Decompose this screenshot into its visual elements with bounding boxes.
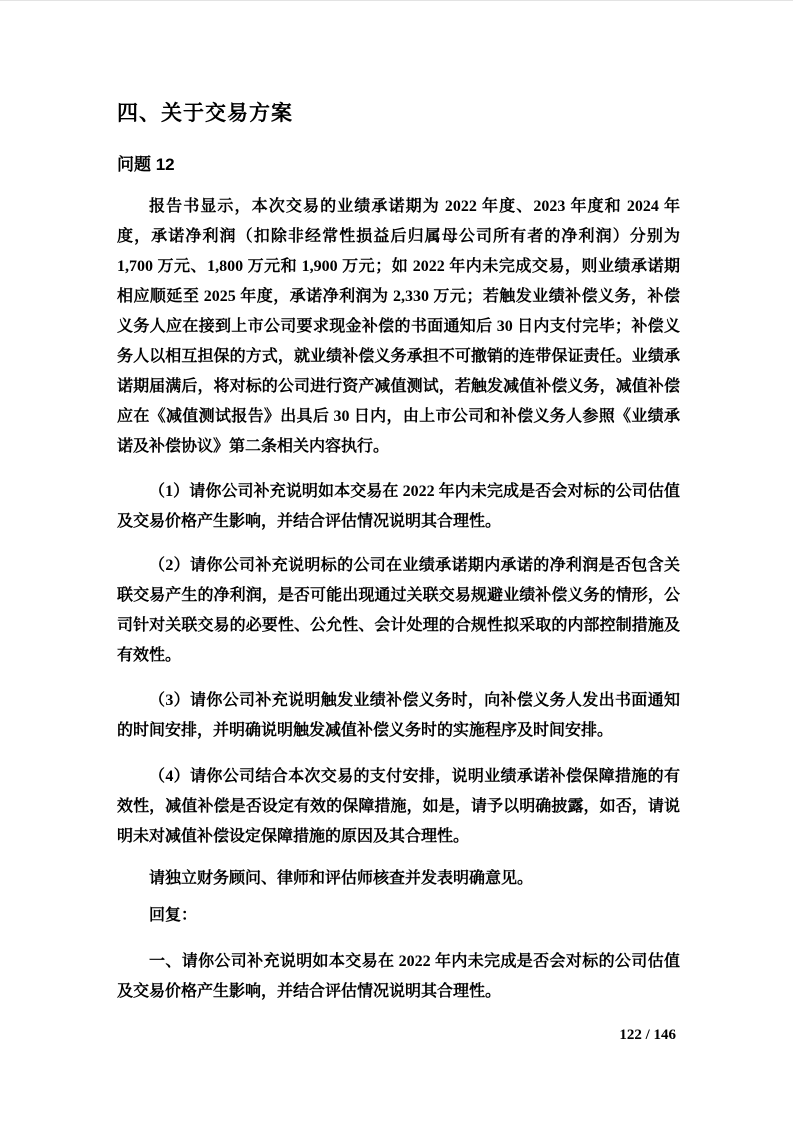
paragraph-reply-heading-1: 一、请你公司补充说明如本交易在 2022 年内未完成是否会对标的公司估值及交易价格产生影响，并结合评估情况说明其合理性。 <box>117 953 680 1000</box>
paragraph-sub-question-3: （3）请你公司补充说明触发业绩补偿义务时，向补偿义务人发出书面通知的时间安排，并明确说明触发减值补偿义务时的实施程序及时间安排。 <box>117 692 680 739</box>
paragraph-verification-request: 请独立财务顾问、律师和评估师核查并发表明确意见。 <box>149 870 534 887</box>
paragraph-sub-question-1: （1）请你公司补充说明如本交易在 2022 年内未完成是否会对标的公司估值及交易价格产生影响，并结合评估情况说明其合理性。 <box>117 483 680 530</box>
section-heading: 四、关于交易方案 <box>117 102 293 125</box>
question-label: 问题 12 <box>117 155 175 174</box>
paragraph-sub-question-4: （4）请你公司结合本次交易的支付安排，说明业绩承诺补偿保障措施的有效性，减值补偿是否设定有效的保障措施，如是，请予以明确披露，如否，请说明未对减值补偿设定保障措施的原因及其合理性。 <box>117 768 680 845</box>
paragraph-sub-question-2: （2）请你公司补充说明标的公司在业绩承诺期内承诺的净利润是否包含关联交易产生的净利润，是否可能出现通过关联交易规避业绩补偿义务的情形，公司针对关联交易的必要性、公允性、会计处理的合规性拟采取的内部控制措施及有效性。 <box>117 557 680 664</box>
page-content <box>117 101 680 1007</box>
paragraph-reply-label: 回复： <box>149 907 198 924</box>
page-number: 122 / 146 <box>619 1027 676 1043</box>
paragraph-question-intro: 报告书显示，本次交易的业绩承诺期为 2022 年度、2023 年度和 2024 年度，承诺净利润（扣除非经常性损益后归属母公司所有者的净利润）分别为 1,700 万元、1,800 万元和 1,900 万元；如 2022 年内未完成交易，则业绩承诺期相应顺延至 2025 年度，承诺净利润为 2,330 万元；若触发业绩补偿义务，补偿义务人应在接到上市公司要求现金补偿的书面通知后 30 日内支付完毕；补偿义务人以相互担保的方式，就业绩补偿义务承担不可撤销的连带保证责任。业绩承诺期届满后，将对标的公司进行资产减值测试，若触发减值补偿义务，减值补偿应在《减值测试报告》出具后 30 日内，由上市公司和补偿义务人参照《业绩承诺及补偿协议》第二条相关内容执行。 <box>117 198 680 455</box>
